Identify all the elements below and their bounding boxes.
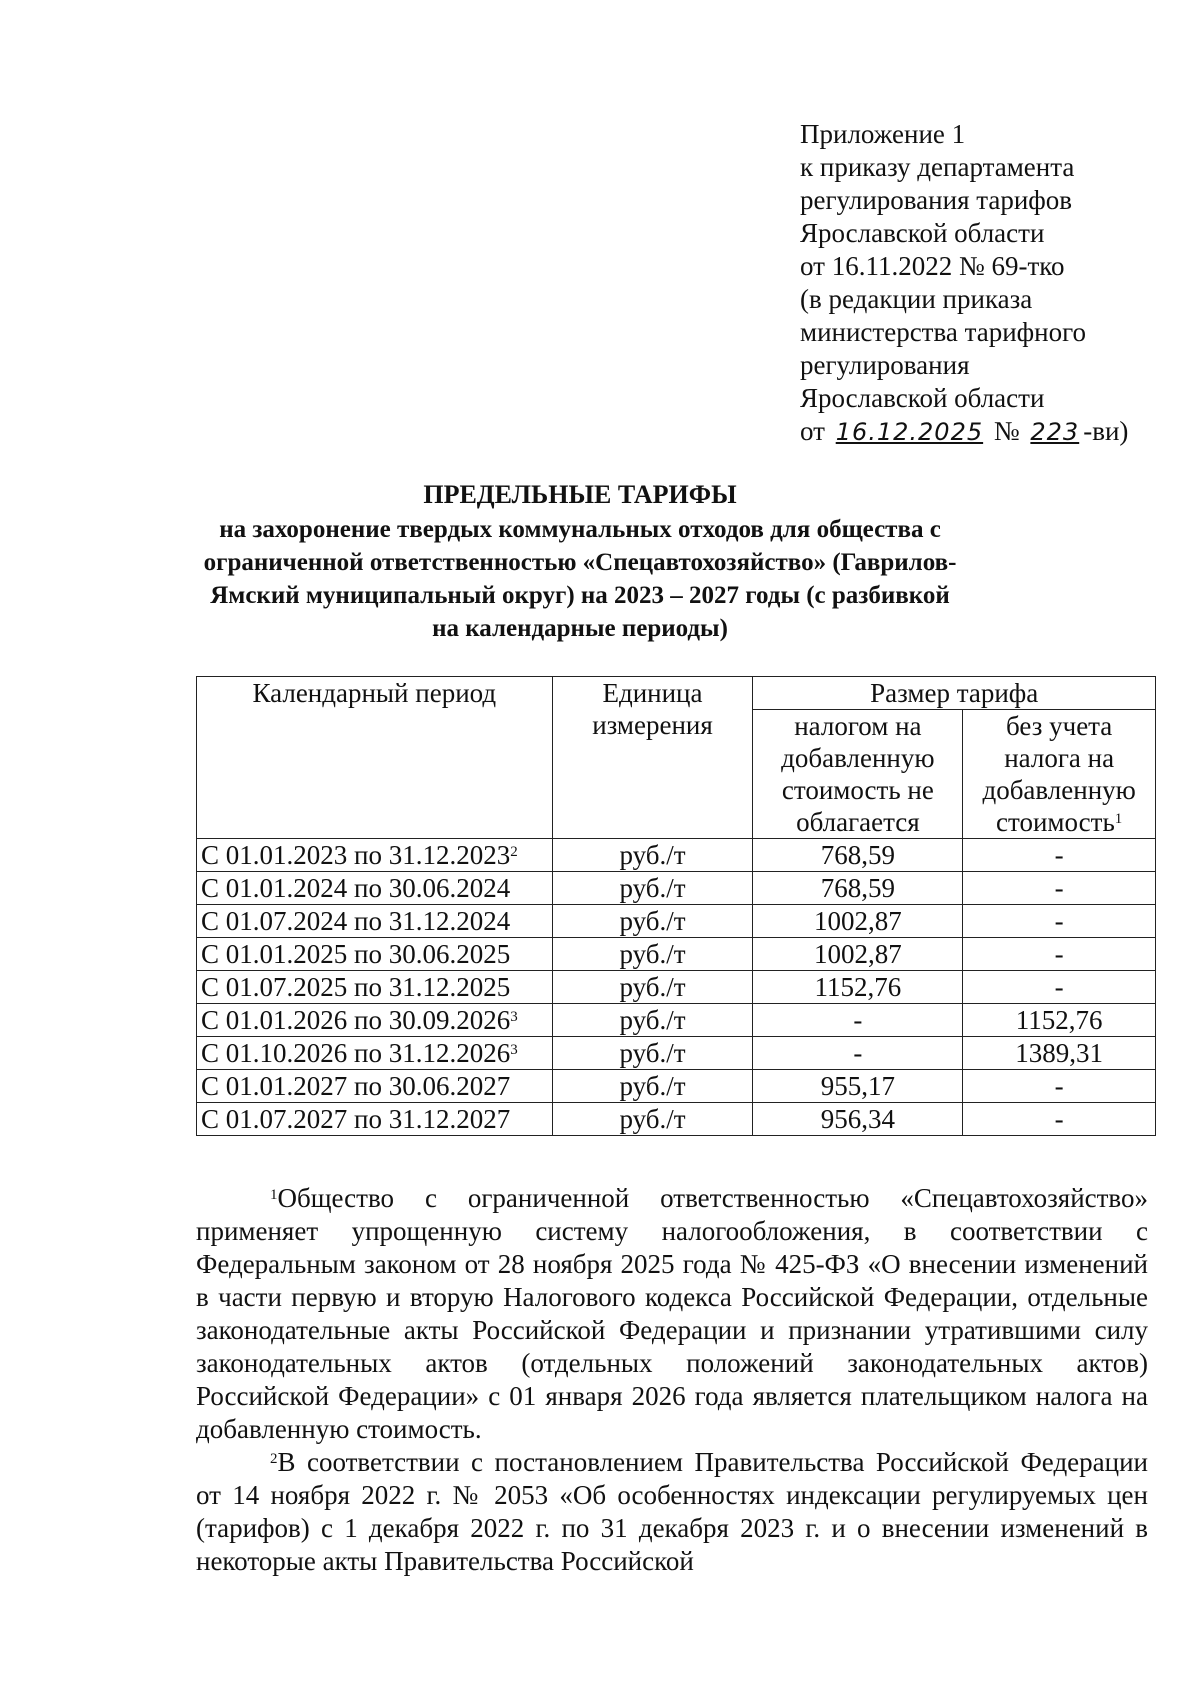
handwritten-date: 16.12.2025: [835, 418, 984, 446]
cell-excl-vat: -: [963, 938, 1156, 971]
cell-no-vat: -: [753, 1037, 963, 1070]
header-period: Календарный период: [197, 677, 553, 839]
footnote-mark: 3: [510, 1042, 518, 1058]
handwritten-number: 223: [1030, 418, 1080, 446]
header-tariff: Размер тарифа: [753, 677, 1156, 710]
cell-excl-vat: -: [963, 1070, 1156, 1103]
header-unit: Единица измерения: [552, 677, 753, 839]
cell-period: [197, 938, 553, 971]
header-excl-vat-text: без учета налога на добавленную стоимость: [982, 711, 1136, 837]
appendix-line: к приказу департамента: [800, 152, 1075, 182]
cell-no-vat: -: [753, 1004, 963, 1037]
cell-period: [197, 971, 553, 1004]
cell-period: [197, 839, 553, 872]
table-row: [197, 905, 1156, 938]
footnote-text: В соответствии с постановлением Правительства Российской Федерации от 14 ноября 2022 г. № 2053 «Об особенностях индексации регулируемых цен (тарифов) с 1 декабря 2022 г. по 31 декабря 2023 г. и о внесении изменений в некоторые акты Правительства Российской: [196, 1447, 1148, 1576]
table-row: [197, 1004, 1156, 1037]
document-title: [200, 478, 960, 645]
cell-excl-vat: -: [963, 1103, 1156, 1136]
period-text: С 01.01.2026 по 30.09.2026: [201, 1005, 511, 1035]
period-text: С 01.01.2024 по 30.06.2024: [201, 873, 511, 903]
cell-no-vat: 956,34: [753, 1103, 963, 1136]
table-row: [197, 1037, 1156, 1070]
footnote-paragraph: [196, 1182, 1148, 1446]
period-text: С 01.01.2025 по 30.06.2025: [201, 939, 511, 969]
cell-period: [197, 905, 553, 938]
cell-no-vat: 1152,76: [753, 971, 963, 1004]
cell-unit: руб./т: [552, 839, 753, 872]
footnote-mark: 2: [270, 1451, 278, 1467]
table-row: [197, 1070, 1156, 1103]
period-text: С 01.07.2027 по 31.12.2027: [201, 1104, 511, 1134]
cell-unit: руб./т: [552, 1070, 753, 1103]
cell-no-vat: 955,17: [753, 1070, 963, 1103]
cell-period: [197, 1004, 553, 1037]
appendix-amendment-line: [800, 415, 1128, 449]
table-row: [197, 938, 1156, 971]
cell-no-vat: 768,59: [753, 839, 963, 872]
footnote-mark: 1: [1114, 811, 1123, 827]
tariff-table: [196, 676, 1156, 1136]
appendix-line: Приложение 1: [800, 119, 966, 149]
footnote-mark: 3: [510, 1009, 518, 1025]
cell-period: [197, 872, 553, 905]
cell-unit: руб./т: [552, 938, 753, 971]
cell-unit: руб./т: [552, 905, 753, 938]
footnote-mark: 1: [270, 1187, 278, 1203]
cell-period: [197, 1103, 553, 1136]
footnotes: [196, 1182, 1148, 1578]
amendment-prefix: от: [800, 416, 825, 446]
table-row: [197, 872, 1156, 905]
period-text: С 01.07.2025 по 31.12.2025: [201, 972, 511, 1002]
cell-unit: руб./т: [552, 1004, 753, 1037]
cell-excl-vat: -: [963, 971, 1156, 1004]
period-text: С 01.10.2026 по 31.12.2026: [201, 1038, 511, 1068]
cell-excl-vat: -: [963, 905, 1156, 938]
header-excl-vat: [963, 710, 1156, 839]
cell-excl-vat: 1389,31: [963, 1037, 1156, 1070]
appendix-block: [800, 118, 1128, 449]
header-no-vat: налогом на добавленную стоимость не облагается: [753, 710, 963, 839]
cell-unit: руб./т: [552, 1103, 753, 1136]
appendix-line: министерства тарифного: [800, 317, 1087, 347]
footnote-mark: 2: [510, 844, 518, 860]
appendix-line: Ярославской области: [800, 218, 1045, 248]
period-text: С 01.07.2024 по 31.12.2024: [201, 906, 511, 936]
cell-unit: руб./т: [552, 1037, 753, 1070]
footnote-paragraph: [196, 1446, 1148, 1578]
cell-no-vat: 1002,87: [753, 938, 963, 971]
cell-period: [197, 1070, 553, 1103]
title-line: на календарные периоды): [432, 615, 728, 642]
cell-excl-vat: -: [963, 839, 1156, 872]
title-line: на захоронение твердых коммунальных отходов для общества с: [219, 516, 941, 543]
cell-excl-vat: 1152,76: [963, 1004, 1156, 1037]
appendix-line: регулирования тарифов: [800, 185, 1073, 215]
cell-period: [197, 1037, 553, 1070]
appendix-line: Ярославской области: [800, 383, 1045, 413]
table-row: [197, 839, 1156, 872]
title-main: ПРЕДЕЛЬНЫЕ ТАРИФЫ: [423, 480, 737, 509]
appendix-line: (в редакции приказа: [800, 284, 1033, 314]
title-line: Ямский муниципальный округ) на 2023 – 2027 годы (с разбивкой: [210, 582, 950, 609]
cell-no-vat: 768,59: [753, 872, 963, 905]
period-text: С 01.01.2023 по 31.12.2023: [201, 840, 511, 870]
footnote-text: Общество с ограниченной ответственностью «Спецавтохозяйство» применяет упрощенную систему налогообложения, в соответствии с Федеральным законом от 28 ноября 2025 года № 425-ФЗ «О внесении изменений в части первую и вторую Налогового кодекса Российской Федерации, отдельные законодательные акты Российской Федерации и признании утратившими силу законодательных актов (отдельных положений законодательных актов) Российской Федерации» с 01 января 2026 года является плательщиком налога на добавленную стоимость.: [196, 1183, 1148, 1444]
appendix-line: от 16.11.2022 № 69-тко: [800, 251, 1065, 281]
table-row: [197, 971, 1156, 1004]
cell-unit: руб./т: [552, 971, 753, 1004]
period-text: С 01.01.2027 по 30.06.2027: [201, 1071, 511, 1101]
title-line: ограниченной ответственностью «Спецавтохозяйство» (Гаврилов-: [203, 549, 957, 576]
cell-excl-vat: -: [963, 872, 1156, 905]
cell-unit: руб./т: [552, 872, 753, 905]
cell-no-vat: 1002,87: [753, 905, 963, 938]
appendix-line: регулирования: [800, 350, 970, 380]
table-row: [197, 1103, 1156, 1136]
number-sign: №: [993, 416, 1020, 446]
amendment-suffix: -ви): [1083, 416, 1129, 446]
